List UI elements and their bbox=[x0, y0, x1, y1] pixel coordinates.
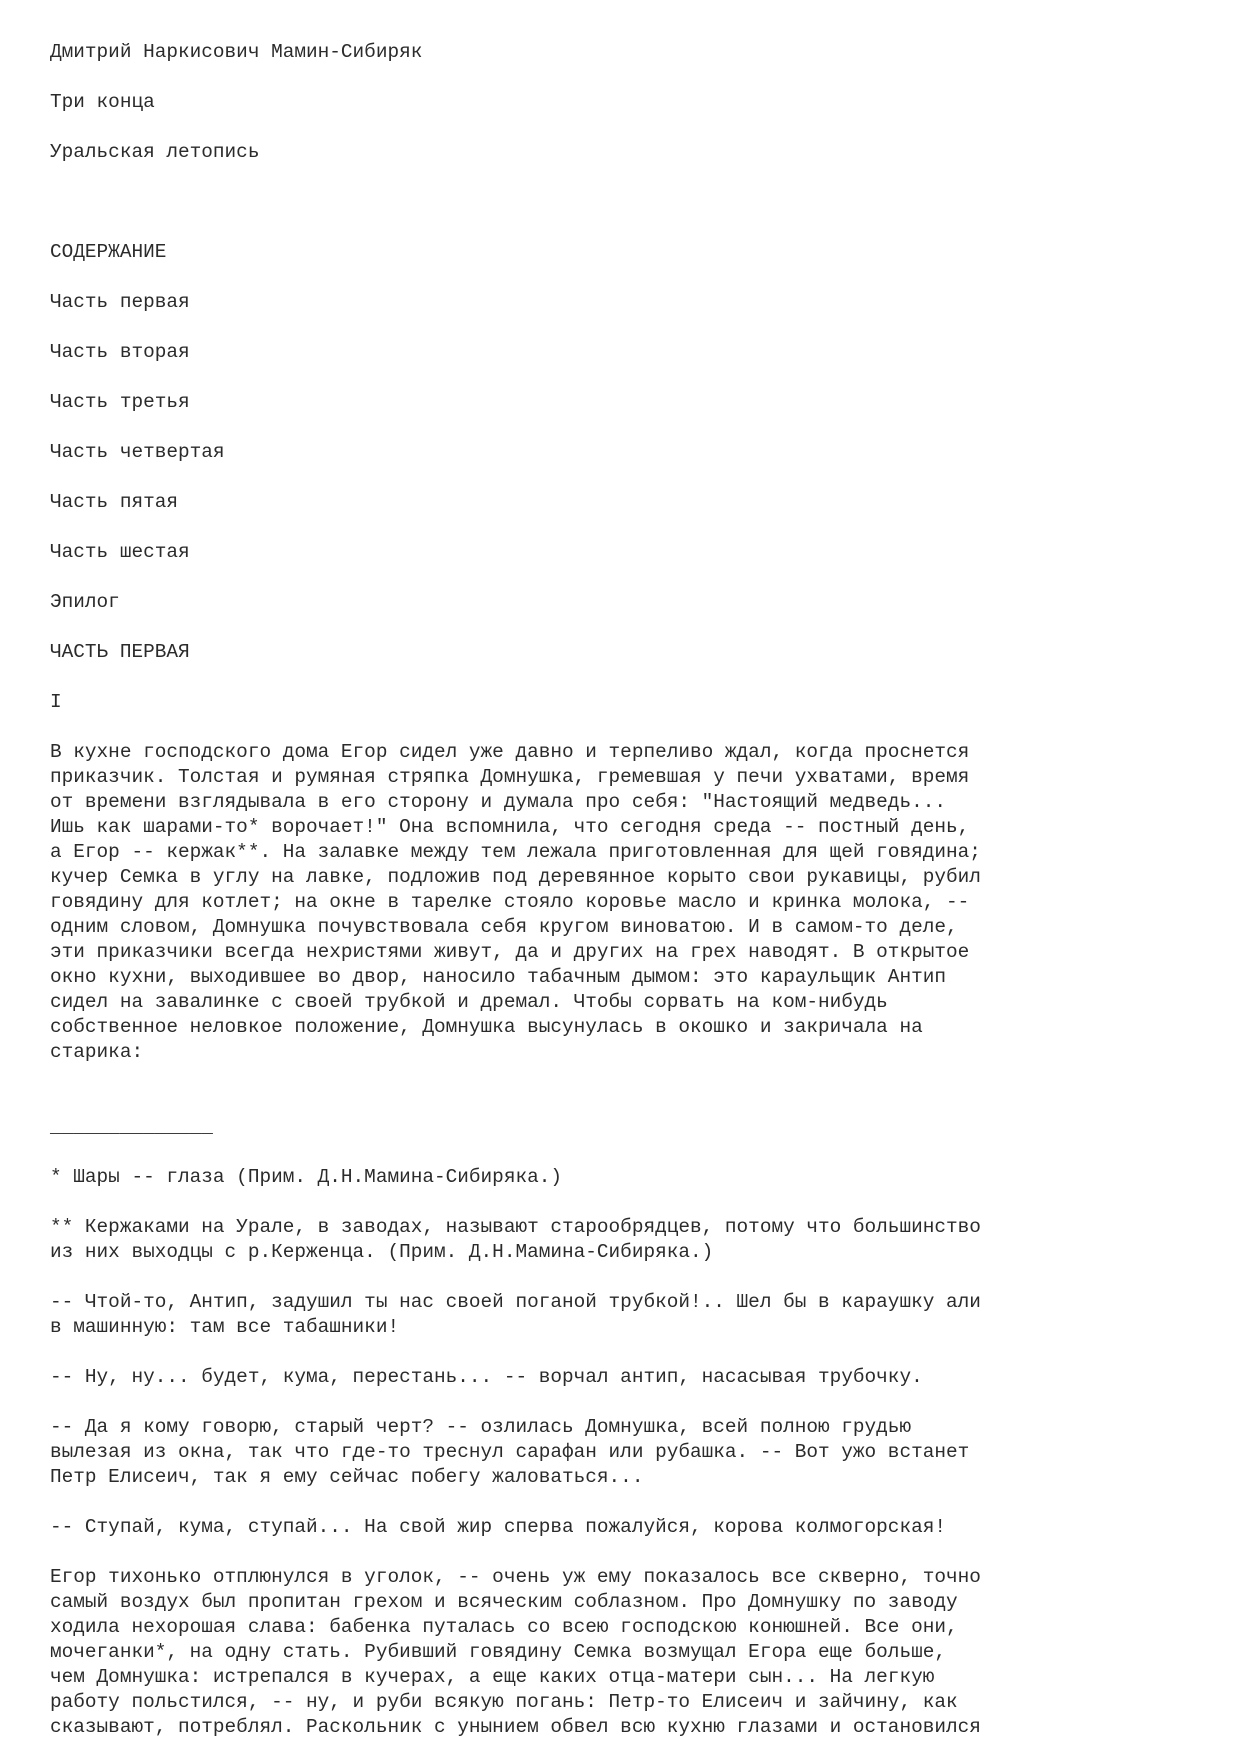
text-line: эти приказчики всегда нехристями живут, да и других на грех наводят. В открытое bbox=[50, 941, 970, 963]
text-line: чем Домнушка: истрепался в кучерах, а еще каких отца-матери сын... На легкую bbox=[50, 1666, 935, 1688]
book-title: Три конца bbox=[50, 91, 155, 113]
text-line: ходила нехорошая слава: бабенка путалась со всею господскою конюшней. Все они, bbox=[50, 1616, 958, 1638]
toc-item: Часть вторая bbox=[50, 341, 190, 363]
text-line: -- Чтой-то, Антип, задушил ты нас своей поганой трубкой!.. Шел бы в караушку али bbox=[50, 1291, 981, 1313]
text-line: одним словом, Домнушка почувствовала себя кругом виноватою. И в самом-то деле, bbox=[50, 916, 958, 938]
footnote-line: * Шары -- глаза (Прим. Д.Н.Мамина-Сибиряка.) bbox=[50, 1166, 562, 1188]
document-page bbox=[50, 40, 1210, 1740]
author-name: Дмитрий Наркисович Мамин-Сибиряк bbox=[50, 41, 423, 63]
footnote-line: ** Кержаками на Урале, в заводах, называют старообрядцев, потому что большинство bbox=[50, 1216, 981, 1238]
toc-item: Часть четвертая bbox=[50, 441, 225, 463]
text-line: вылезая из окна, так что где-то треснул сарафан или рубашка. -- Вот ужо встанет bbox=[50, 1441, 970, 1463]
text-line: -- Да я кому говорю, старый черт? -- озлилась Домнушка, всей полною грудью bbox=[50, 1416, 912, 1438]
toc-item: Эпилог bbox=[50, 591, 120, 613]
text-line: мочеганки*, на одну стать. Рубивший говядину Семка возмущал Егора еще больше, bbox=[50, 1641, 946, 1663]
text-line: приказчик. Толстая и румяная стряпка Домнушка, гремевшая у печи ухватами, время bbox=[50, 766, 970, 788]
text-line: а Егор -- кержак**. На залавке между тем лежала приготовленная для щей говядина; bbox=[50, 841, 981, 863]
text-line: Ишь как шарами-то* ворочает!" Она вспомнила, что сегодня среда -- постный день, bbox=[50, 816, 970, 838]
toc-item: Часть шестая bbox=[50, 541, 190, 563]
toc-item: Часть третья bbox=[50, 391, 190, 413]
text-line: самый воздух был пропитан грехом и всяческим соблазном. Про Домнушку по заводу bbox=[50, 1591, 958, 1613]
dialogue-2 bbox=[50, 1365, 1210, 1390]
footnote-line: из них выходцы с р.Керженца. (Прим. Д.Н.Мамина-Сибиряка.) bbox=[50, 1241, 714, 1263]
text-line: в машинную: там все табашники! bbox=[50, 1316, 400, 1338]
text-line: сидел на завалинке с своей трубкой и дремал. Чтобы сорвать на ком-нибудь bbox=[50, 991, 888, 1013]
text-line: Егор тихонько отплюнулся в уголок, -- очень уж ему показалось все скверно, точно bbox=[50, 1566, 981, 1588]
dialogue-3 bbox=[50, 1415, 1210, 1490]
text-line: от времени взглядывала в его сторону и думала про себя: "Настоящий медведь... bbox=[50, 791, 946, 813]
text-line: В кухне господского дома Егор сидел уже давно и терпеливо ждал, когда проснется bbox=[50, 741, 970, 763]
text-line: сказывают, потреблял. Раскольник с унынием обвел всю кухню глазами и остановился bbox=[50, 1716, 981, 1738]
toc-item: Часть пятая bbox=[50, 491, 178, 513]
footnote-divider: ______________ bbox=[50, 1116, 213, 1138]
dialogue-4 bbox=[50, 1515, 1210, 1540]
text-line: говядину для котлет; на окне в тарелке стояло коровье масло и кринка молока, -- bbox=[50, 891, 970, 913]
toc-item: Часть первая bbox=[50, 291, 190, 313]
chapter-number: I bbox=[50, 691, 62, 713]
text-line: -- Ну, ну... будет, кума, перестань... -- ворчал антип, насасывая трубочку. bbox=[50, 1366, 923, 1388]
book-subtitle: Уральская летопись bbox=[50, 141, 260, 163]
toc-heading: СОДЕРЖАНИЕ bbox=[50, 241, 167, 263]
text-line: окно кухни, выходившее во двор, наносило табачным дымом: это караульщик Антип bbox=[50, 966, 946, 988]
paragraph-1 bbox=[50, 740, 1210, 1065]
part-heading: ЧАСТЬ ПЕРВАЯ bbox=[50, 641, 190, 663]
footnote-2 bbox=[50, 1215, 1210, 1265]
dialogue-1 bbox=[50, 1290, 1210, 1340]
text-line: собственное неловкое положение, Домнушка высунулась в окошко и закричала на bbox=[50, 1016, 923, 1038]
text-line: кучер Семка в углу на лавке, подложив под деревянное корыто свои рукавицы, рубил bbox=[50, 866, 981, 888]
text-line: старика: bbox=[50, 1041, 144, 1063]
text-line: Петр Елисеич, так я ему сейчас побегу жаловаться... bbox=[50, 1466, 644, 1488]
text-line: работу польстился, -- ну, и руби всякую погань: Петр-то Елисеич и зайчину, как bbox=[50, 1691, 958, 1713]
footnote-1 bbox=[50, 1165, 1210, 1190]
paragraph-2 bbox=[50, 1565, 1210, 1740]
text-line: -- Ступай, кума, ступай... На свой жир сперва пожалуйся, корова колмогорская! bbox=[50, 1516, 946, 1538]
